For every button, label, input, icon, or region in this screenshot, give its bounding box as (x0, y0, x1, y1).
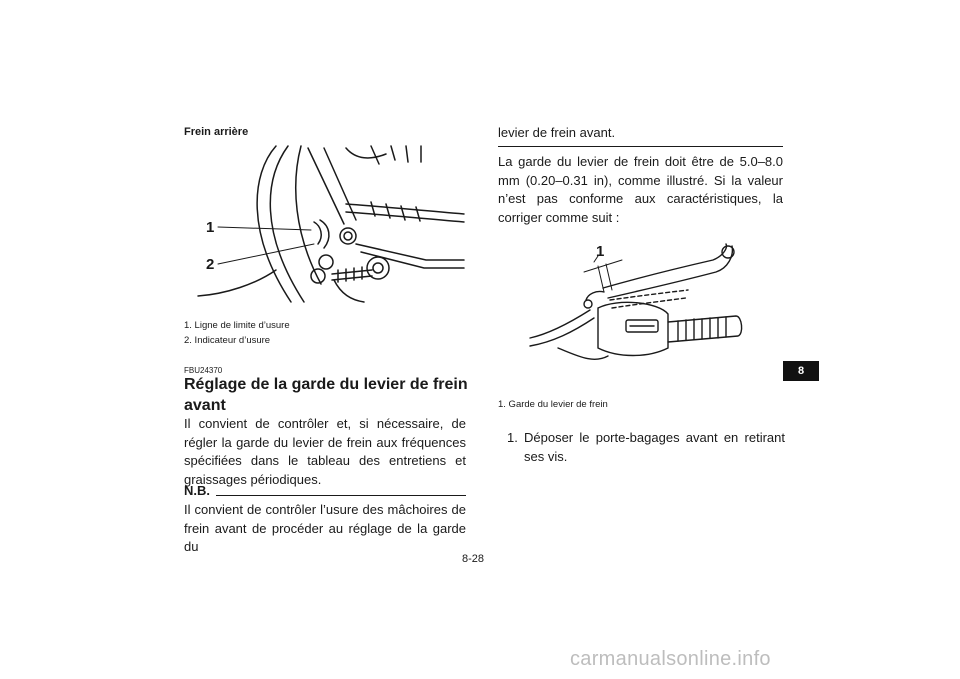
watermark: carmanualsonline.info (570, 648, 771, 670)
nb-continued-text: levier de frein avant. (498, 125, 616, 140)
nb-text: Il convient de contrôler l’usure des mâchoires de frein avant de procéder au réglage de la garde du (184, 502, 466, 554)
nb-header (184, 483, 466, 499)
nb-rule (216, 495, 466, 496)
fig1-caption-list (184, 318, 290, 348)
rear-brake-illustration (196, 144, 466, 304)
chapter-tab: 8 (783, 361, 819, 381)
fig2-caption: 1. Garde du levier de frein (498, 399, 608, 410)
brake-lever-illustration (528, 238, 763, 388)
fig1-callout-2: 2 (206, 256, 215, 273)
spec-paragraph: La garde du levier de frein doit être de 5.0–8.0 mm (0.20–0.31 in), comme illustré. Si la valeur n’est pas conforme aux caractéristiques, la corriger comme suit : (498, 154, 783, 225)
fig1-callout-1: 1 (206, 219, 215, 236)
nb-label: N.B. (184, 483, 210, 498)
section-code: FBU24370 (184, 366, 223, 375)
nb-end-rule (498, 146, 783, 147)
section-heading: Réglage de la garde du levier de frein avant (184, 376, 468, 414)
fig2-callout-1: 1 (596, 243, 605, 260)
page-number: 8-28 (462, 553, 485, 565)
step-1-text: Déposer le porte-bagages avant en retirant ses vis. (524, 430, 785, 464)
fig1-caption-1: 1. Ligne de limite d’usure (184, 320, 290, 331)
intro-paragraph: Il convient de contrôler et, si nécessaire, de régler la garde du levier de frein aux fréquences spécifiées dans le tableau des entretiens et graissages périodiques. (184, 416, 466, 487)
step-1-number: 1. (507, 430, 518, 445)
section-title: Frein arrière (184, 126, 249, 138)
fig1-caption-2: 2. Indicateur d’usure (184, 335, 271, 346)
